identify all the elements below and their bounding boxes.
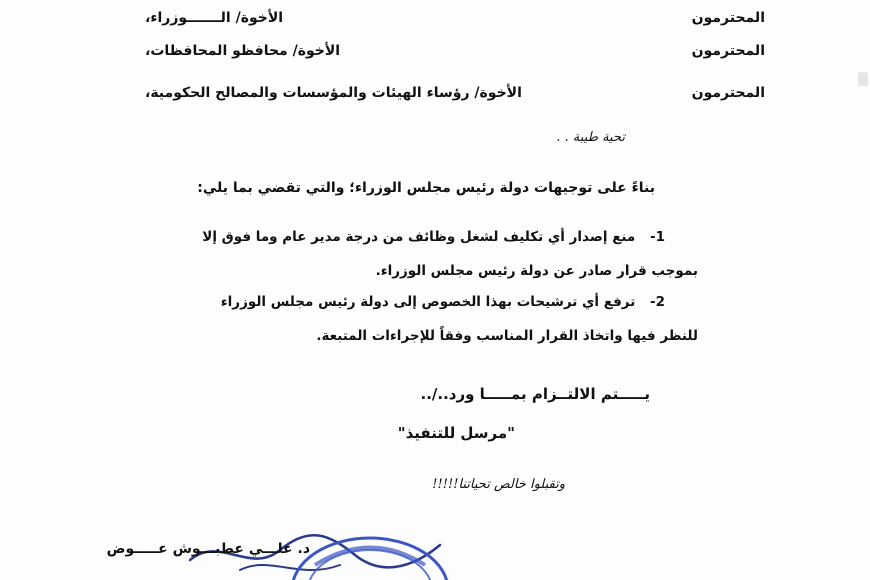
official-stamp bbox=[285, 520, 455, 580]
item-continuation: للنظر فيها واتخاذ القرار المناسب وفقاً للإجراءات المتبعة. bbox=[316, 328, 698, 344]
addressee-name: الأخوة/ محافظو المحافظات، bbox=[145, 43, 341, 59]
item-number: 1- bbox=[649, 229, 665, 245]
addressee-row bbox=[145, 78, 765, 108]
item-continuation: بموجب قرار صادر عن دولة رئيس مجلس الوزراء. bbox=[375, 263, 698, 279]
item-number: 2- bbox=[649, 294, 665, 310]
addressee-respect: المحترمون bbox=[691, 43, 765, 59]
addressee-respect: المحترمون bbox=[691, 10, 765, 26]
addressee-name: الأخوة/ الـــــــوزراء، bbox=[145, 10, 284, 26]
greeting: تحية طيبة . . bbox=[556, 130, 625, 145]
intro-paragraph: بناءً على توجيهات دولة رئيس مجلس الوزراء؛ والتي تقضي بما يلي: bbox=[197, 180, 655, 196]
directive-item bbox=[0, 229, 665, 245]
addressee-respect: المحترمون bbox=[691, 85, 765, 101]
addressee-name: الأخوة/ رؤساء الهيئات والمؤسسات والمصالح الحكومية، bbox=[145, 85, 522, 101]
execution-note: "مرسل للتنفيذ" bbox=[397, 424, 515, 442]
addressee-row bbox=[145, 3, 765, 33]
closing-line: وتقبلوا خالص تحياتنا!!!!! bbox=[432, 477, 565, 492]
signer-name: د. علـــي عطبـــوش عـــــوض bbox=[106, 541, 310, 557]
commitment-line: يـــــتم الالتــزام بمـــــا ورد../.. bbox=[420, 385, 650, 403]
scroll-indicator bbox=[858, 72, 868, 86]
item-text: منع إصدار أي تكليف لشغل وظائف من درجة مدير عام وما فوق إلا bbox=[202, 229, 636, 245]
directive-item bbox=[0, 294, 665, 310]
item-text: ترفع أي ترشيحات بهذا الخصوص إلى دولة رئيس مجلس الوزراء bbox=[220, 294, 636, 310]
addressee-row bbox=[145, 36, 765, 66]
